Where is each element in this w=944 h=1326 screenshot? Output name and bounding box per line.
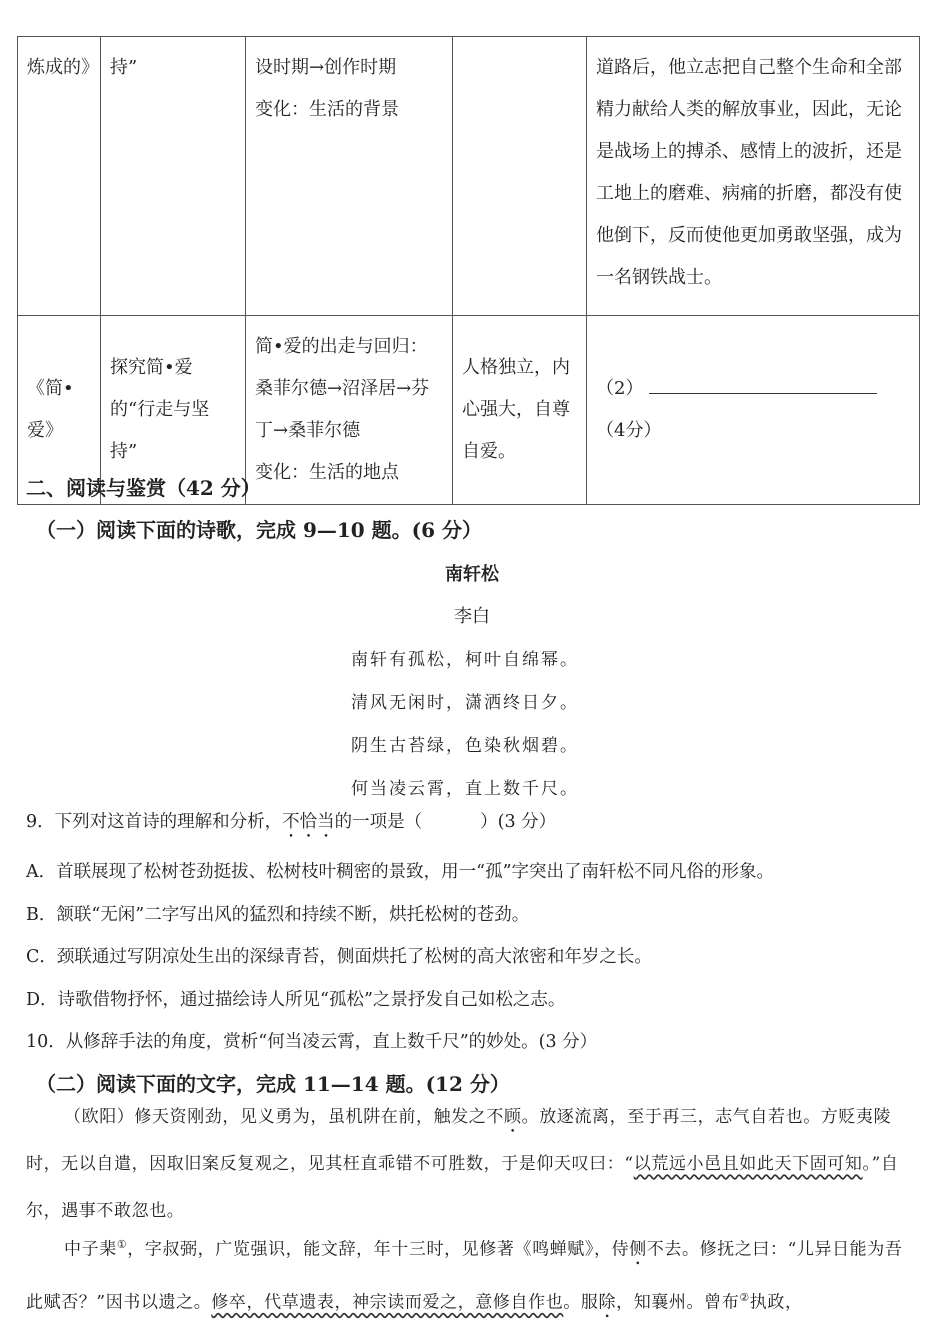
poem-line: 清风无闲时，潇洒终日夕。 [351, 693, 579, 713]
poem-title: 南轩松 [445, 564, 499, 585]
table-cell-theme: 持” [101, 37, 246, 316]
passage-paragraph: 中子棐①，字叔弼，广览强识，能文辞，年十三时，见修著《鸣蝉赋》，侍侧不去。修抚之曰：“儿异日能为吾此赋否？”因书以遗之。修卒，代草遗表，神宗读而爱之，意修自作也。服除，知襄州。曾布②执政， [26, 1238, 903, 1313]
table-cell-work-title: 《简•爱》 [18, 316, 101, 505]
poem-line: 南轩有孤松，柯叶自绵幂。 [351, 650, 579, 670]
section-heading: 二、阅读与鉴赏（42 分） [26, 476, 261, 500]
table-cell-analysis: 道路后，他立志把自己整个生命和全部精力献给人类的解放事业，因此，无论是战场上的搏杀、感情上的波折，还是工地上的磨难、病痛的折磨，都没有使他倒下，反而使他更加勇敢坚强，成为一名钢铁战士。 [587, 37, 920, 316]
part-heading: （二）阅读下面的文字，完成 11—14 题。(12 分） [36, 1072, 510, 1096]
question-9-stem: 9．下列对这首诗的理解和分析，不恰当的一项是（ ）(3 分） [26, 812, 557, 832]
table-cell-path: 简•爱的出走与回归： 桑菲尔德→沼泽居→芬丁→桑菲尔德 变化：生活的地点 [246, 316, 453, 505]
part-heading: （一）阅读下面的诗歌，完成 9—10 题。(6 分） [36, 518, 483, 542]
comparison-table [17, 36, 920, 505]
option-d: D．诗歌借物抒怀，通过描绘诗人所见“孤松”之景抒发自己如松之志。 [26, 990, 566, 1010]
table-cell-theme: 探究简•爱的“行走与坚持” [101, 316, 246, 505]
question-10: 10．从修辞手法的角度，赏析“何当凌云霄，直上数千尺”的妙处。(3 分） [26, 1032, 598, 1052]
poem-line: 何当凌云霄，直上数千尺。 [351, 779, 579, 799]
table-cell-path: 设时期→创作时期 变化：生活的背景 [246, 37, 453, 316]
table-cell-answer: （2）（4分） [587, 316, 920, 505]
answer-blank[interactable] [649, 379, 877, 394]
table-row [18, 37, 920, 316]
poem-author: 李白 [454, 606, 490, 627]
poem-line: 阴生古苔绿，色染秋烟碧。 [351, 736, 579, 756]
table-cell-character [453, 37, 587, 316]
option-c: C．颈联通过写阴凉处生出的深绿青苔，侧面烘托了松树的高大浓密和年岁之长。 [26, 947, 652, 967]
option-b: B．颔联“无闲”二字写出风的猛烈和持续不断，烘托松树的苍劲。 [26, 905, 530, 925]
table-cell-character: 人格独立，内心强大，自尊自爱。 [453, 316, 587, 505]
passage-paragraph: （欧阳）修天资刚劲，见义勇为，虽机阱在前，触发之不顾。放逐流离，至于再三，志气自若也。方贬夷陵时，无以自遣，因取旧案反复观之，见其枉直乖错不可胜数，于是仰天叹曰：“以荒远小邑且如此天下固可知。”自尔，遇事不敢忽也。 [26, 1107, 899, 1221]
option-a: A．首联展现了松树苍劲挺拔、松树枝叶稠密的景致，用一“孤”字突出了南轩松不同凡俗的形象。 [26, 862, 775, 882]
table-cell-work-title: 炼成的》 [18, 37, 101, 316]
